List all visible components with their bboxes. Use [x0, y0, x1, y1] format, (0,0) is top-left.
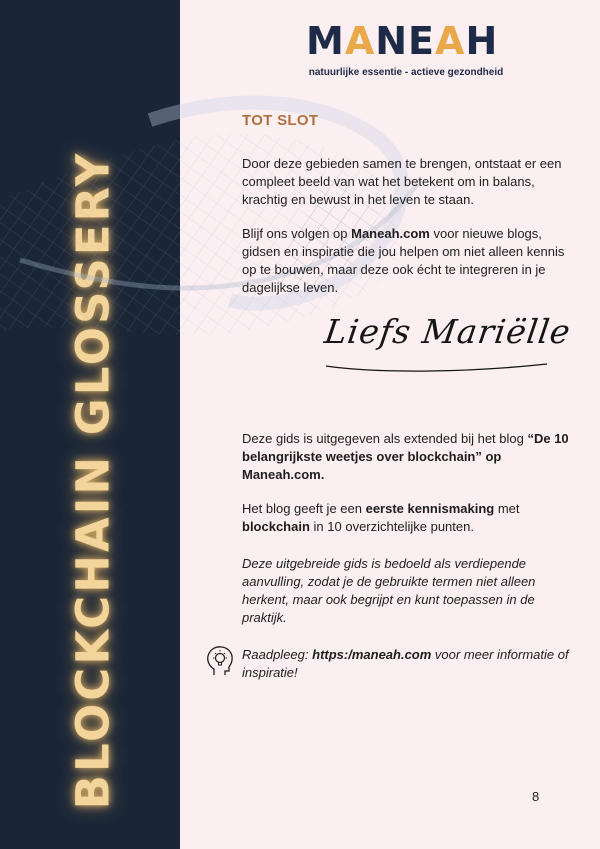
paragraph-guide: Deze uitgebreide gids is bedoeld als verdiepende aanvulling, zodat je de gebruikte termen niet alleen herkent, maar ook begrijpt en kunt toepassen in de praktijk. [242, 556, 536, 625]
signature: Liefs Mariëlle [322, 312, 574, 351]
paragraph-raadpleeg: Raadpleeg: https:/maneah.com voor meer informatie of inspiratie! [242, 647, 569, 680]
paragraph-follow: Blijf ons volgen op Maneah.com voor nieuwe blogs, gidsen en inspiratie die jou helpen om niet alleen kennis op te bouwen, maar deze ook écht te integreren in je dagelijkse leven. [242, 226, 565, 295]
maneah-logo: MANEAH [306, 19, 499, 63]
paragraph-blog-info: Het blog geeft je een eerste kennismaking met blockchain in 10 overzichtelijke punten. [242, 501, 520, 534]
signature-flourish [322, 346, 552, 376]
website-link[interactable]: https:/maneah.com [312, 647, 432, 662]
page-number: 8 [532, 789, 540, 804]
maneah-link[interactable]: Maneah.com [351, 226, 430, 241]
paragraph-intro: Door deze gebieden samen te brengen, ontstaat er een compleet beeld van wat het betekent om in balans, krachtig en bewust in het leven te staan. [242, 156, 562, 207]
brand-tagline: natuurlijke essentie - actieve gezondheid [308, 67, 504, 78]
section-title: TOT SLOT [242, 112, 319, 129]
paragraph-extended: Deze gids is uitgegeven als extended bij het blog “De 10 belangrijkste weetjes over blockchain” op Maneah.com. [242, 431, 569, 482]
lightbulb-head-icon [205, 645, 235, 677]
sidebar-title: BLOCKCHAIN GLOSSERY [66, 150, 120, 810]
